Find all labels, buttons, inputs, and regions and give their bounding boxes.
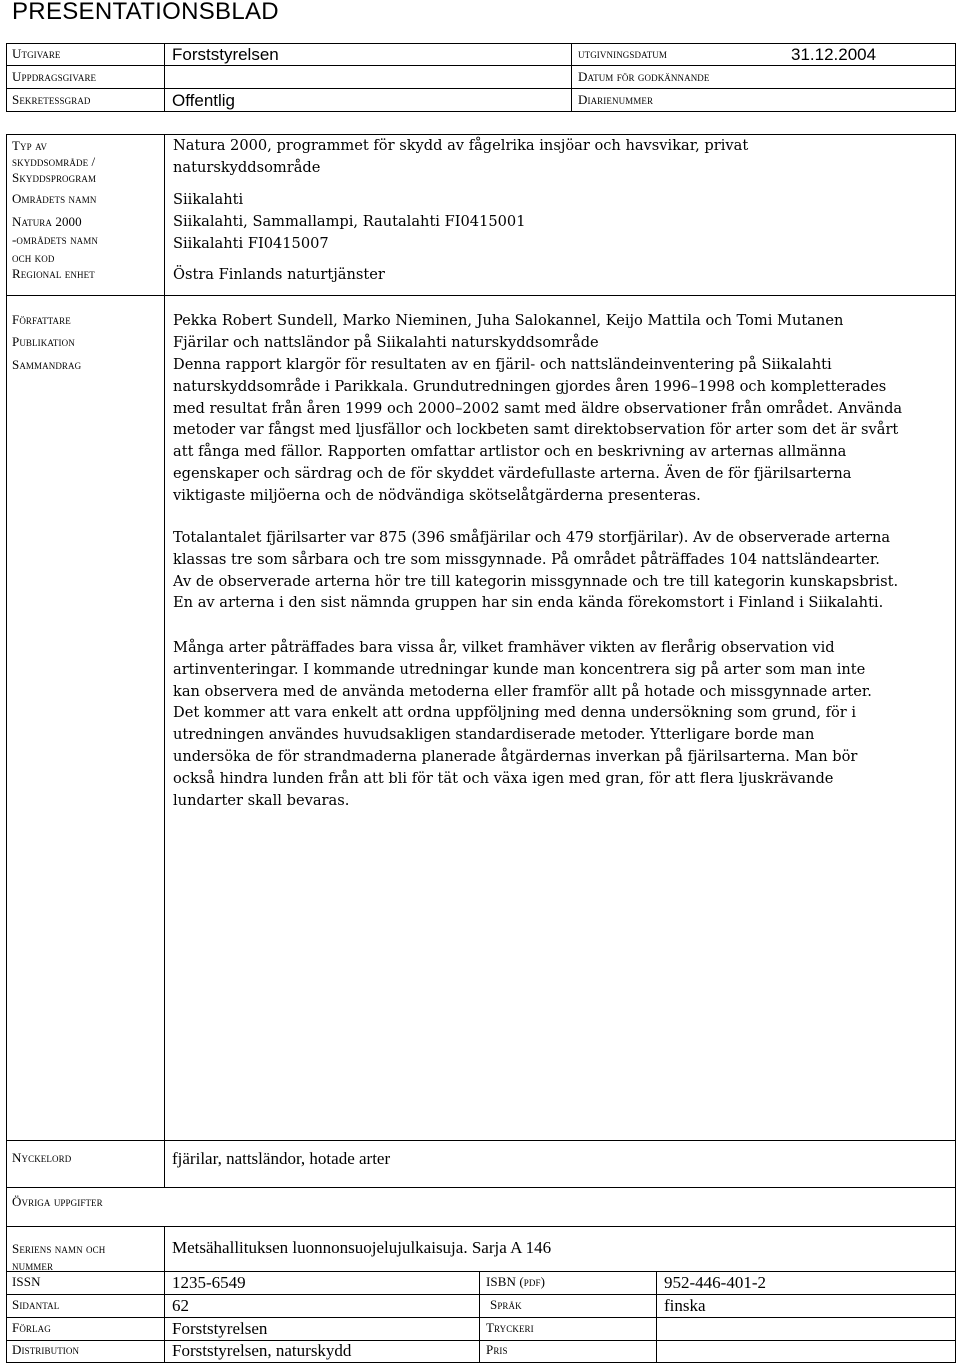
header-right-border bbox=[955, 43, 956, 111]
paragraph-line: viktigaste miljöerna och de nödvändiga skötselåtgärderna presenteras. bbox=[173, 486, 701, 504]
footer-left-border bbox=[6, 1140, 7, 1363]
natura-value-line-1: Siikalahti, Sammallampi, Rautalahti FI0415001 bbox=[173, 213, 526, 230]
sprak-value: finska bbox=[664, 1296, 706, 1315]
natura-label-line-1: Natura 2000 bbox=[12, 214, 82, 229]
utgivare-label: Utgivare bbox=[12, 46, 61, 61]
sammandrag-paragraph-3 bbox=[173, 637, 872, 811]
utgivningsdatum-label: utgivningsdatum bbox=[578, 46, 667, 61]
omradets-namn-label: Områdets namn bbox=[12, 191, 97, 206]
paragraph-line: Det kommer att vara enkelt att ordna uppföljning med denna undersökning som grund, för i bbox=[173, 704, 857, 722]
paragraph-line: Många arter påträffades bara vissa år, vilket framhäver vikten av flerårig observation vid bbox=[173, 639, 835, 656]
footer-rule-serie bbox=[6, 1226, 956, 1227]
footer-rule-ovriga bbox=[6, 1187, 956, 1188]
sekretessgrad-value: Offentlig bbox=[172, 91, 236, 110]
footer-col-divider-serie bbox=[164, 1226, 165, 1363]
omradets-namn-value: Siikalahti bbox=[173, 191, 244, 208]
footer-col-divider-right bbox=[656, 1271, 657, 1363]
serie-label-line-1: Seriens namn och bbox=[12, 1241, 106, 1256]
footer-rule-sidantal bbox=[6, 1294, 956, 1295]
datum-godkannande-label: Datum för godkännande bbox=[578, 69, 710, 84]
isbn-value: 952-446-401-2 bbox=[664, 1273, 766, 1292]
regional-enhet-label: Regional enhet bbox=[12, 266, 95, 281]
natura-label-line-2: -områdets namn bbox=[12, 232, 98, 247]
forlag-label: Förlag bbox=[12, 1320, 51, 1335]
main-col-divider bbox=[164, 134, 165, 1141]
sekretessgrad-label: Sekretessgrad bbox=[12, 92, 91, 107]
distribution-label: Distribution bbox=[12, 1342, 80, 1357]
diarienummer-label: Diarienummer bbox=[578, 92, 654, 107]
sammandrag-paragraph-1 bbox=[173, 354, 902, 507]
footer-right-border bbox=[955, 1140, 956, 1363]
isbn-label: ISBN (pdf) bbox=[486, 1274, 546, 1289]
footer-col-divider-mid bbox=[479, 1271, 480, 1363]
paragraph-line: lundarter skall bevaras. bbox=[173, 791, 350, 809]
paragraph-line: artinventeringar. I kommande utredningar kunde man koncentrera sig på arter som man inte bbox=[173, 660, 866, 678]
serie-label-line-2: nummer bbox=[12, 1258, 54, 1273]
footer-top-rule bbox=[6, 1140, 956, 1141]
header-top-rule bbox=[6, 43, 956, 44]
footer-bottom-rule bbox=[6, 1362, 956, 1363]
serie-label bbox=[12, 1240, 105, 1274]
issn-value: 1235-6549 bbox=[172, 1273, 246, 1292]
distribution-value: Forststyrelsen, naturskydd bbox=[172, 1341, 352, 1360]
header-col-divider-2 bbox=[571, 43, 572, 111]
header-left-border bbox=[6, 43, 7, 111]
natura-value bbox=[173, 211, 526, 255]
paragraph-line: egenskaper och särdrag och de för skyddet värdefullaste arterna. Även de för fjärilsarterna bbox=[173, 464, 852, 482]
pris-label: Pris bbox=[486, 1342, 508, 1357]
paragraph-line: med resultat från åren 1999 och 2000–2002 samt med äldre observationer från området. Använda bbox=[173, 399, 903, 417]
nyckelord-label: Nyckelord bbox=[12, 1150, 72, 1165]
forfattare-label: Författare bbox=[12, 312, 71, 327]
footer-rule-distribution bbox=[6, 1340, 956, 1341]
paragraph-line: naturskyddsområde i Parikkala. Grundutredningen gjordes åren 1996–1998 och kompletterades bbox=[173, 377, 887, 395]
header-rule-2 bbox=[6, 88, 956, 89]
forfattare-value: Pekka Robert Sundell, Marko Nieminen, Juha Salokannel, Keijo Mattila och Tomi Mutanen bbox=[173, 312, 844, 329]
nyckelord-value: fjärilar, nattsländor, hotade arter bbox=[172, 1149, 391, 1168]
sprak-label: Språk bbox=[490, 1297, 522, 1312]
paragraph-line: En av arterna i den sist nämnda gruppen har sin enda kända förekomstort i Finland i Siikalahti. bbox=[173, 594, 884, 612]
issn-label: ISSN bbox=[12, 1274, 41, 1289]
header-rule-3 bbox=[6, 111, 956, 112]
natura-label bbox=[12, 213, 98, 267]
paragraph-line: undersöka de för strandmaderna planerade åtgärdernas inverkan på fjärilsarterna. Man bör bbox=[173, 747, 858, 765]
utgivare-value: Forststyrelsen bbox=[172, 45, 279, 64]
natura-label-line-3: och kod bbox=[12, 250, 55, 265]
typ-value-line-1: Natura 2000, programmet för skydd av fågelrika insjöar och havsvikar, privat bbox=[173, 137, 749, 154]
sidantal-label: Sidantal bbox=[12, 1297, 60, 1312]
paragraph-line: klassas tre som sårbara och tre som missgynnade. På området påträffades 104 nattsländearter. bbox=[173, 550, 880, 568]
area-section-rule bbox=[6, 295, 956, 296]
typ-label-line-1: Typ av bbox=[12, 138, 48, 153]
typ-label-line-3: Skyddsprogram bbox=[12, 170, 97, 185]
footer-col-divider-nyckelord bbox=[164, 1140, 165, 1187]
tryckeri-label: Tryckeri bbox=[486, 1320, 534, 1335]
header-col-divider-1 bbox=[164, 43, 165, 111]
utgivningsdatum-value: 31.12.2004 bbox=[791, 45, 877, 64]
page-title: PRESENTATIONSBLAD bbox=[12, 0, 279, 25]
regional-enhet-value: Östra Finlands naturtjänster bbox=[173, 266, 385, 283]
paragraph-line: utredningen användes huvudsakligen standardiserade metoder. Ytterligare borde man bbox=[173, 726, 815, 744]
publikation-label: Publikation bbox=[12, 334, 75, 349]
ovriga-uppgifter-label: Övriga uppgifter bbox=[12, 1194, 103, 1209]
sammandrag-paragraph-2 bbox=[173, 527, 898, 614]
uppdragsgivare-label: Uppdragsgivare bbox=[12, 69, 97, 84]
paragraph-line: kan observera med de använda metoderna eller framför allt på hotade och missgynnade arter. bbox=[173, 682, 872, 700]
main-right-border bbox=[955, 134, 956, 1141]
sidantal-value: 62 bbox=[172, 1296, 189, 1315]
forlag-value: Forststyrelsen bbox=[172, 1319, 268, 1338]
main-left-border bbox=[6, 134, 7, 1141]
publikation-value: Fjärilar och nattsländor på Siikalahti naturskyddsområde bbox=[173, 334, 599, 351]
paragraph-line: metoder var fångst med ljusfällor och lockbeten samt direktobservation för arter som det är svårt bbox=[173, 421, 899, 439]
paragraph-line: också hindra lunden från att bli för tät och växa igen med gran, för att flera ljuskrävande bbox=[173, 769, 834, 787]
typ-label bbox=[12, 138, 96, 186]
sammandrag-label: Sammandrag bbox=[12, 357, 82, 372]
typ-label-line-2: skyddsområde / bbox=[12, 154, 96, 169]
natura-value-line-2: Siikalahti FI0415007 bbox=[173, 234, 329, 252]
header-rule-1 bbox=[6, 65, 956, 66]
paragraph-line: Totalantalet fjärilsarter var 875 (396 småfjärilar och 479 storfjärilar). Av de observerade arterna bbox=[173, 529, 891, 546]
paragraph-line: Av de observerade arterna hör tre till kategorin missgynnade och tre till kategorin kunskapsbrist. bbox=[173, 572, 899, 590]
typ-value bbox=[173, 135, 748, 179]
footer-rule-forlag bbox=[6, 1317, 956, 1318]
typ-value-line-2: naturskyddsområde bbox=[173, 158, 321, 176]
serie-value: Metsähallituksen luonnonsuojelujulkaisuja. Sarja A 146 bbox=[172, 1238, 552, 1257]
footer-rule-issn bbox=[6, 1271, 956, 1272]
paragraph-line: att fånga med fällor. Rapporten omfattar artlistor och en beskrivning av arternas allmänna bbox=[173, 443, 847, 461]
paragraph-line: Denna rapport klargör för resultaten av en fjäril- och nattsländeinventering på Siikalahti bbox=[173, 356, 832, 373]
